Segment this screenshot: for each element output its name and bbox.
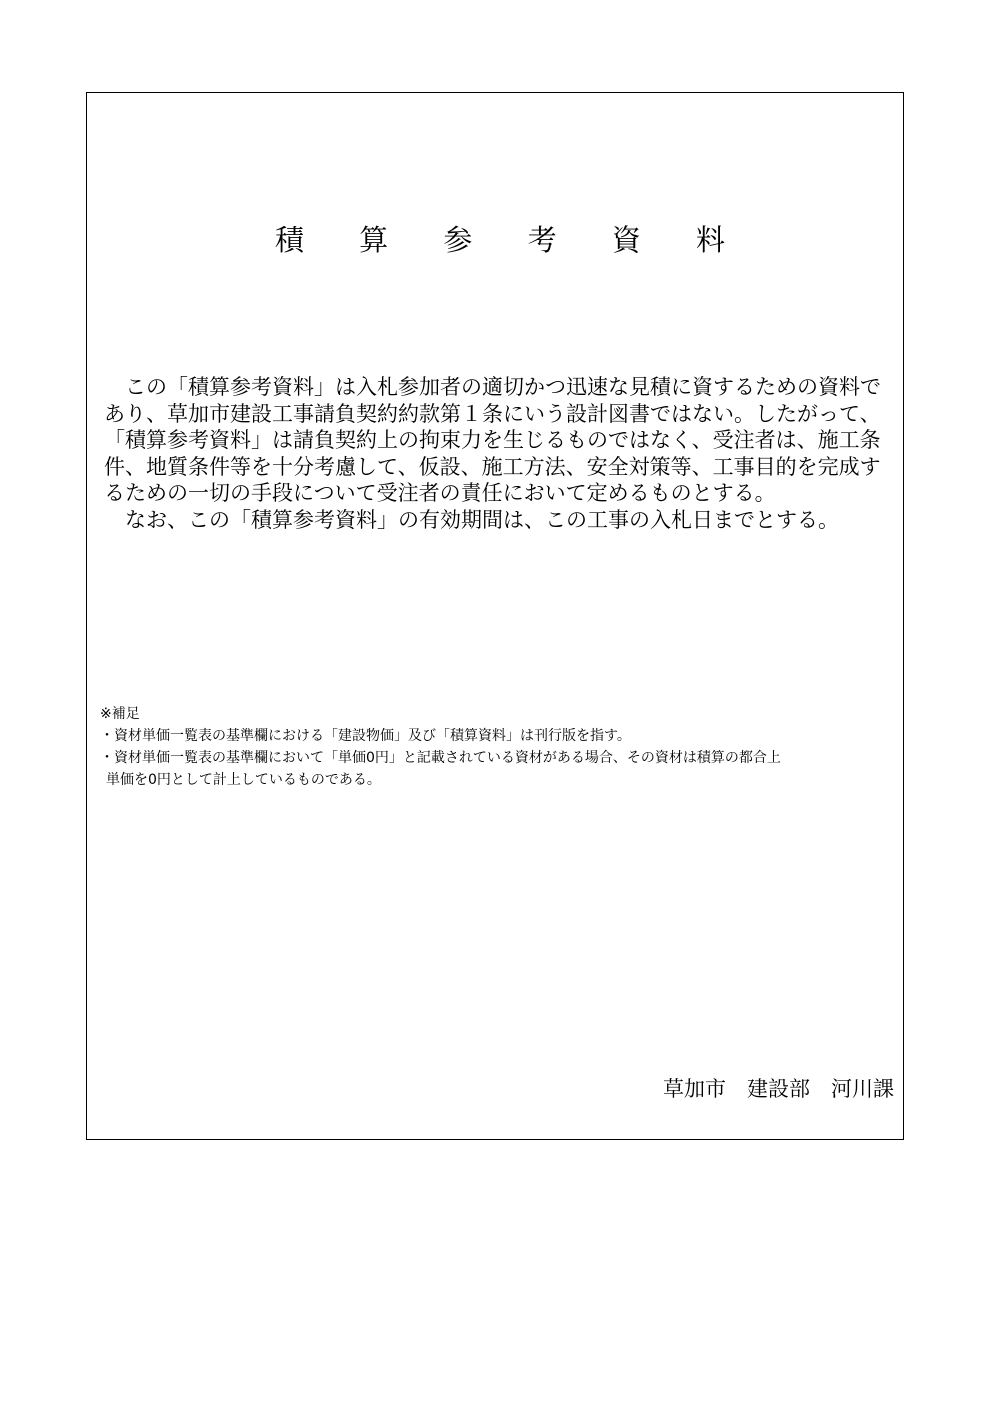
document-title: 積 算 参 考 資 料 bbox=[274, 223, 749, 257]
supplement-item: ・資材単価一覧表の基準欄において「単価0円」と記載されている資材がある場合、その資材は積算の都合上 bbox=[100, 750, 781, 766]
notice-line: 「積算参考資料」は請負契約上の拘束力を生じるものではなく、受注者は、施工条 bbox=[104, 428, 881, 452]
notice-line: あり、草加市建設工事請負契約約款第１条にいう設計図書ではない。したがって、 bbox=[104, 401, 881, 426]
supplement-heading: ※補足 bbox=[100, 706, 140, 722]
notice-line: るための一切の手段について受注者の責任において定めるものとする。 bbox=[104, 481, 776, 505]
supplement-section bbox=[100, 703, 900, 791]
notice-line: なお、この「積算参考資料」の有効期間は、この工事の入札日までとする。 bbox=[104, 507, 839, 532]
issuer-signature: 草加市 建設部 河川課 bbox=[663, 1077, 894, 1101]
supplement-item-continuation: 単価を0円として計上しているものである。 bbox=[106, 772, 381, 788]
notice-line: 件、地質条件等を十分考慮して、仮設、施工方法、安全対策等、工事目的を完成す bbox=[104, 454, 881, 479]
notice-line: この「積算参考資料」は入札参加者の適切かつ迅速な見積に資するための資料で bbox=[104, 375, 881, 399]
notice-paragraph bbox=[104, 374, 904, 533]
supplement-item: ・資材単価一覧表の基準欄における「建設物価」及び「積算資料」は刊行版を指す。 bbox=[100, 728, 631, 744]
